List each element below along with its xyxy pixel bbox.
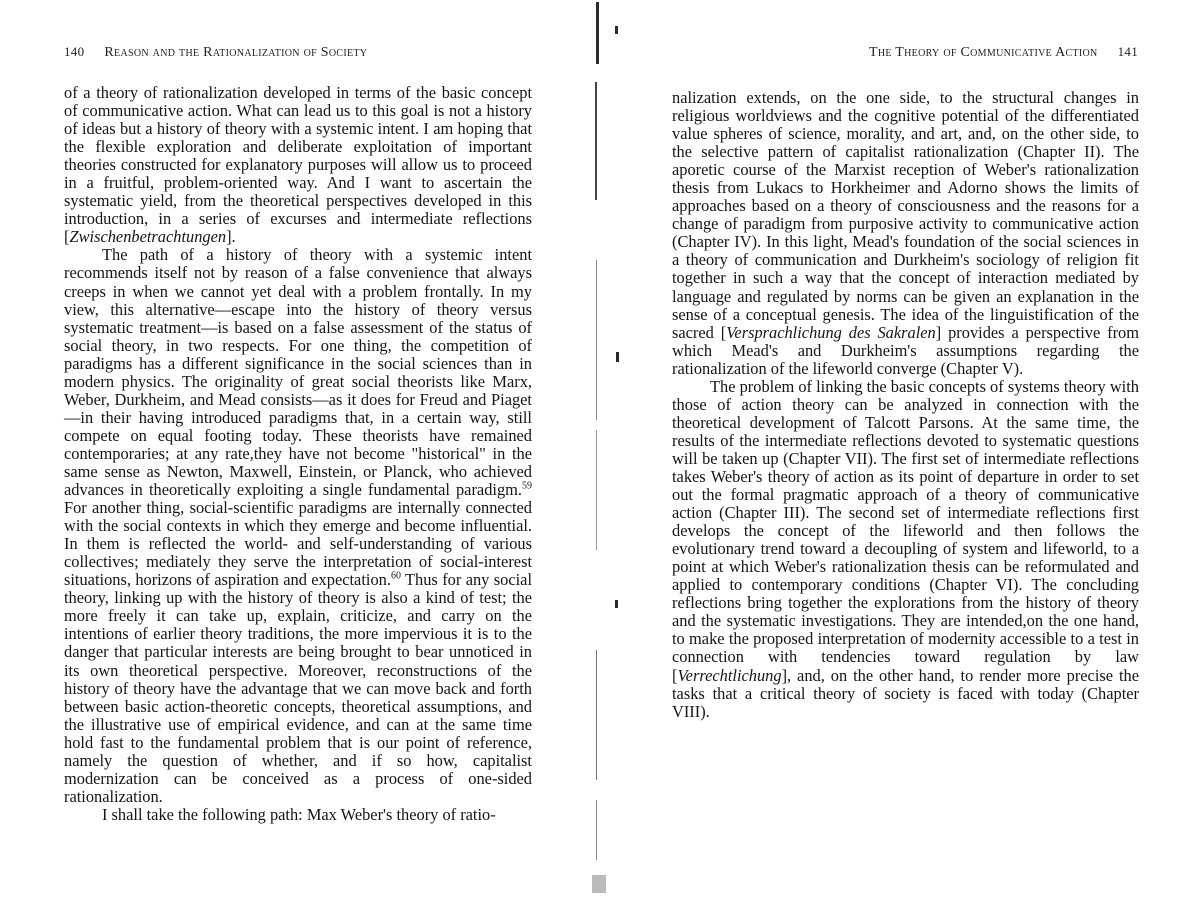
footnote-59: 59 [522, 480, 532, 492]
right-page-number: 141 [1117, 44, 1138, 59]
left-paragraph-3: I shall take the following path: Max Weber's theory of ratio- [102, 804, 496, 824]
left-page-number: 140 [64, 44, 85, 59]
right-body-text [672, 89, 1139, 721]
right-running-head-title: The Theory of Communicative Action [868, 45, 1098, 60]
right-page [600, 0, 1199, 899]
left-page [0, 0, 595, 899]
right-running-head [869, 44, 1138, 61]
left-running-head [64, 44, 367, 61]
right-paragraph-2: The problem of linking the basic concepts of systems theory with those of action theory can be analyzed in connection with the theoretical development of Talcott Parsons. At the same time, the results of the intermediate reflections devoted to systematic questions will be taken up (Chapter VII). The first set of intermediate reflections takes Weber's theory of action as its point of departure in order to set out the formal pragmatic approach of a theory of communicative action (Chapter III). The second set of intermediate reflections first develops the concept of the lifeworld and then follows the evolutionary trend toward a decoupling of system and lifeworld, to a point at which Weber's rationalization thesis can be reformulated and applied to contemporary conditions (Chapter VI). The concluding reflections bring together the explorations from the history of theory and the systematic investigations. They are intended,on the one hand, to make the proposed interpretation of modernity accessible to a test in connection with tendencies toward regulation by law [Verrechtlichung], and, on the other hand, to render more precise the tasks that a critical theory of society is faced with today (Chapter VIII). [672, 376, 1139, 721]
left-running-head-title: Reason and the Rationalization of Society [104, 45, 368, 60]
footnote-60: 60 [390, 570, 401, 582]
right-paragraph-1: nalization extends, on the one side, to the structural changes in religious worldviews and the cognitive potential of the differentiated value spheres of science, morality, and art, and, on the other side, to the selective pattern of capitalist rationalization (Chapter II). The aporetic course of the Marxist reception of Weber's rationalization thesis from Lukacs to Horkheimer and Adorno shows the limits of approaches based on a theory of consciousness and the reasons for a change of paradigm from purposive activity to communicative action (Chapter IV). In this light, Mead's foundation of the social sciences in a theory of communication and Durkheim's sociology of religion fit together in such a way that the concept of interaction mediated by language and regulated by norms can be given an explanation in the sense of a conceptual genesis. The idea of the linguistification of the sacred [Versprachlichung des Sakralen] provides a perspective from which Mead's and Durkheim's assumptions regarding the rationalization of the lifeworld converge (Chapter V). [672, 88, 1139, 378]
left-paragraph-2: The path of a history of theory with a systemic intent recommends itself not by reason of a false convenience that always creeps in when we cannot yet deal with a problem frontally. In my view, this alternative—escape into the history of theory versus systematic treatment—is based on a false assessment of the status of social theory, in two respects. For one thing, the competition of paradigms has a different significance in the social sciences than in modern physics. The originality of great social theorists like Marx, Weber, Durkheim, and Mead consists—as it does for Freud and Piaget—in their having introduced paradigms that, in a certain way, still compete on equal footing today. These theorists have remained contemporaries; at any rate,they have not become "historical" in the same sense as Newton, Maxwell, Einstein, or Planck, who achieved advances in theoretically exploiting a single fundamental paradigm.$^{59}$ For another thing, social-scientific paradigms are internally connected with the social contexts in which they emerge and become influential. In them is reflected the world- and self-understanding of various collectives; mediately they serve the interpretation of social-interest situations, horizons of aspiration and expectation.$^{60}$ Thus for any social theory, linking up with the history of theory is also a kind of test; the more freely it can take up, explain, criticize, and carry on the intentions of earlier theory traditions, the more impervious it is to the danger that particular interests are being brought to bear unnoticed in its own theoretical perspective. Moreover, reconstructions of the history of theory have the advantage that we can move back and forth between basic action-theoretic concepts, theoretical assumptions, and the illustrative use of empirical evidence, and can at the same time hold fast to the fundamental problem that is our point of reference, namely the question of whether, and if so how, capitalist modernization can be conceived as a process of one-sided rationalization. [64, 245, 532, 806]
left-body-text [64, 84, 532, 824]
left-paragraph-1: of a theory of rationalization developed in terms of the basic concept of communicative action. What can lead us to this goal is not a history of ideas but a history of theory with a systemic intent. I am hoping that the flexible exploration and deliberate exploitation of important theories constructed for explanatory purposes will allow us to proceed in a fruitful, problem-oriented way. And I want to ascertain the systematic yield, from the theoretical perspectives developed in this introduction, in a series of excurses and intermediate reflections [Zwischenbetrachtungen]. [64, 83, 532, 247]
